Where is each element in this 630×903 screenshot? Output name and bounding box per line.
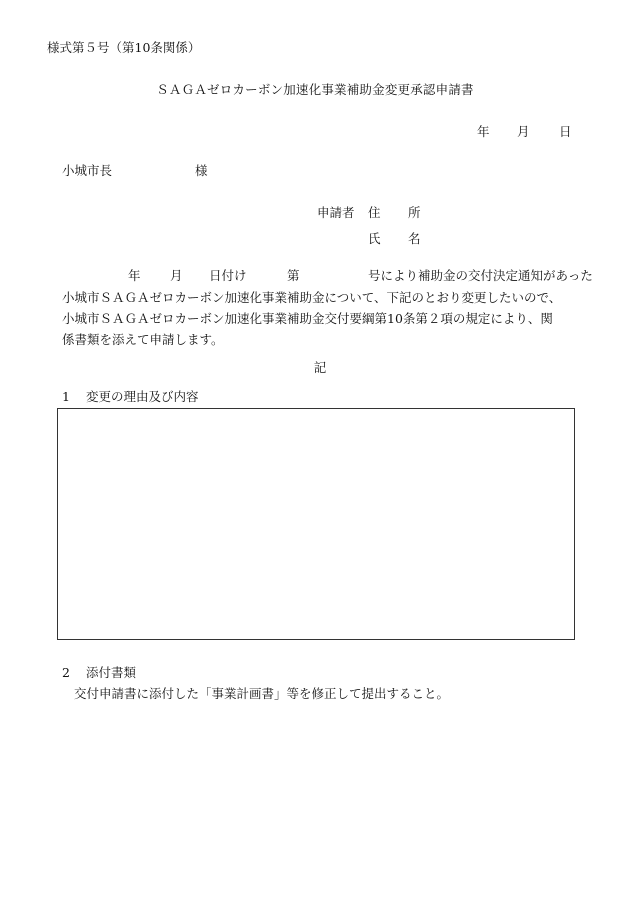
applicant-name-char-1: 氏 — [368, 231, 381, 246]
body-line-3: 小城市ＳＡＧＡゼロカーボン加速化事業補助金交付要綱第10条第２項の規定により、関 — [62, 311, 553, 326]
section-1-number: 1 — [62, 389, 70, 404]
addressee-name: 小城市長 — [62, 163, 113, 178]
change-reason-box[interactable] — [57, 408, 575, 640]
body-line-2: 小城市ＳＡＧＡゼロカーボン加速化事業補助金について、下記のとおり変更したいので、 — [62, 290, 562, 305]
applicant-label: 申請者 — [317, 205, 355, 220]
applicant-name-char-2: 名 — [408, 231, 421, 246]
body-line-4: 係書類を添えて申請します。 — [62, 332, 224, 347]
section-1-title: 変更の理由及び内容 — [86, 389, 199, 404]
form-number: 様式第５号（第10条関係） — [47, 40, 201, 55]
body-number-prefix: 第 — [287, 268, 300, 283]
ki-heading: 記 — [313, 360, 327, 375]
body-day-label: 日付け — [209, 268, 247, 283]
body-line-1-rest: 号により補助金の交付決定通知があった — [368, 268, 593, 283]
section-2-title: 添付書類 — [86, 665, 137, 680]
date-month-label: 月 — [517, 124, 530, 139]
section-2-number: 2 — [62, 665, 70, 680]
body-month-label: 月 — [170, 268, 183, 283]
document-title: ＳＡＧＡゼロカーボン加速化事業補助金変更承認申請書 — [156, 82, 474, 97]
body-year-label: 年 — [128, 268, 141, 283]
date-year-label: 年 — [477, 124, 490, 139]
applicant-address-char-2: 所 — [408, 205, 421, 220]
addressee-honorific: 様 — [195, 163, 208, 178]
applicant-address-char-1: 住 — [368, 205, 381, 220]
date-day-label: 日 — [559, 124, 572, 139]
section-2-content: 交付申請書に添付した「事業計画書」等を修正して提出すること。 — [74, 686, 450, 701]
